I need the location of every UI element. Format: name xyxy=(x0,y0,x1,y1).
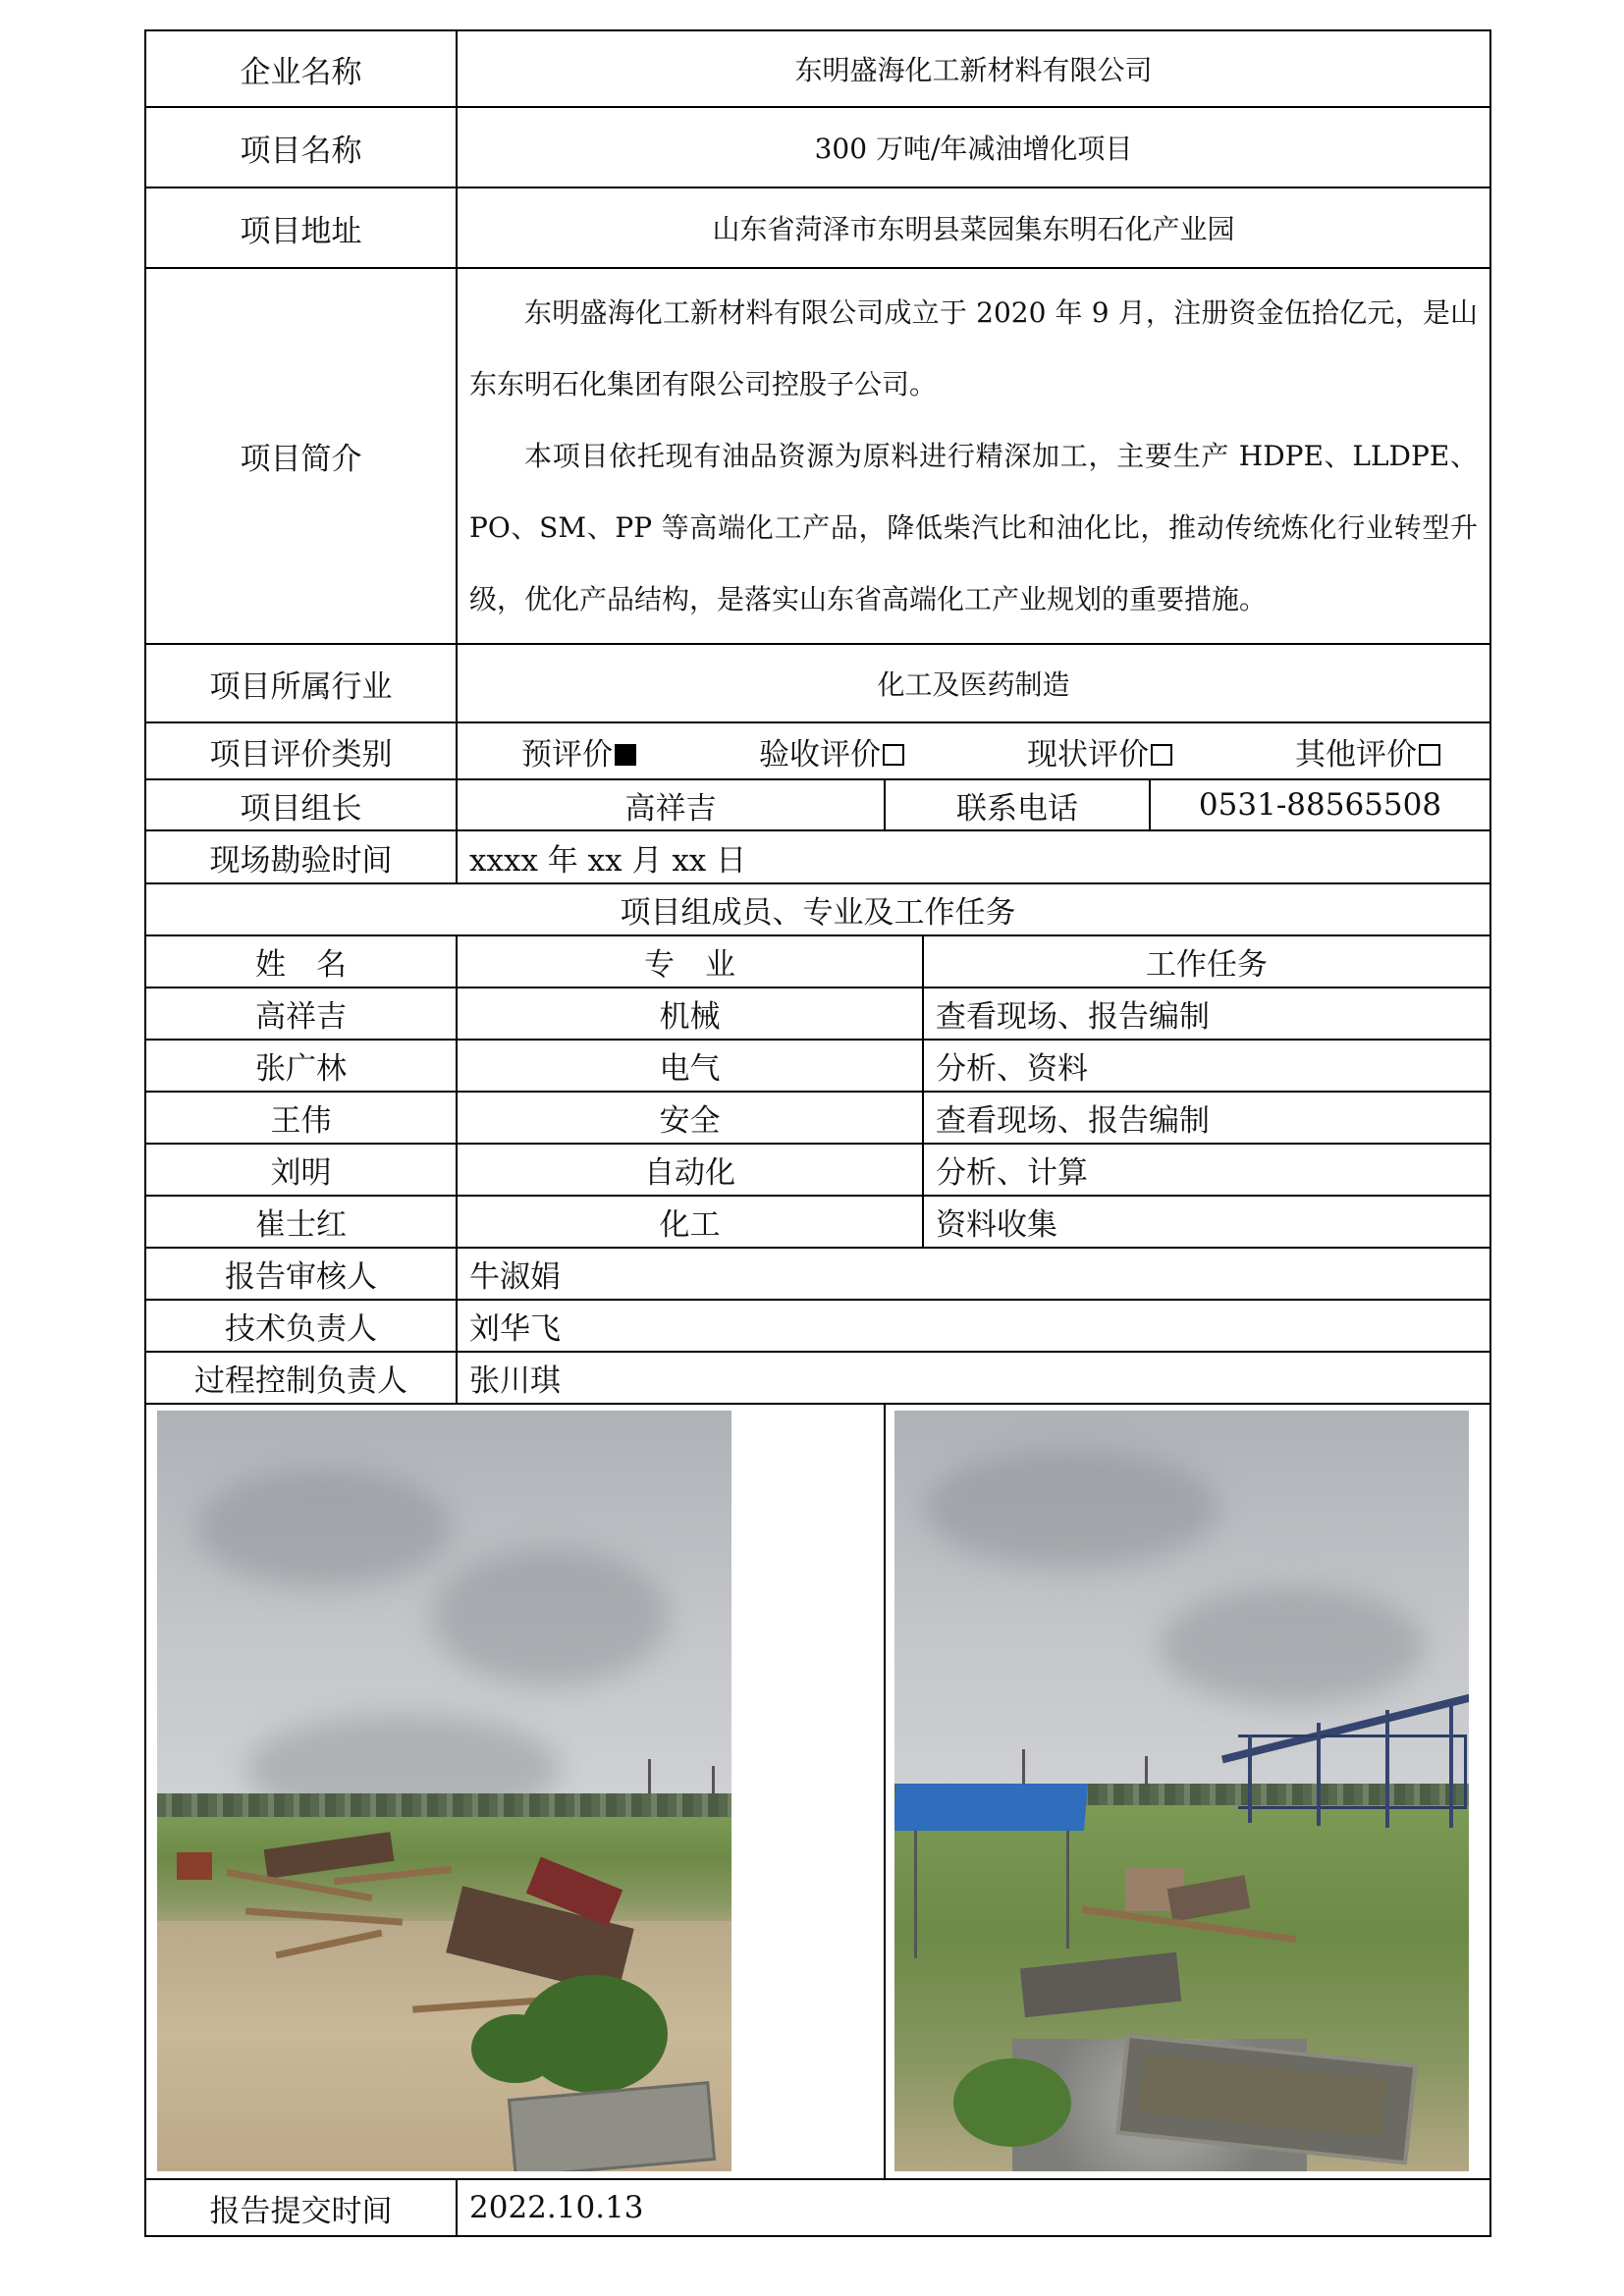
survey-time-value: xxxx 年 xx 月 xx 日 xyxy=(457,830,1490,883)
submit-time-value: 2022.10.13 xyxy=(457,2179,1490,2236)
project-address-value: 山东省菏泽市东明县菜园集东明石化产业园 xyxy=(457,187,1490,268)
reviewer-value: 牛淑娟 xyxy=(457,1248,1490,1300)
process-lead-label: 过程控制负责人 xyxy=(145,1352,457,1404)
member-major: 自动化 xyxy=(457,1144,923,1196)
table-row xyxy=(145,1196,1490,1248)
member-task: 分析、资料 xyxy=(923,1040,1490,1092)
site-photo-cell-right xyxy=(885,1404,1490,2179)
row-company xyxy=(145,30,1490,107)
process-lead-value: 张川琪 xyxy=(457,1352,1490,1404)
intro-paragraph-2: 本项目依托现有油品资源为原料进行精深加工，主要生产 HDPE、LLDPE、PO、SM、PP 等高端化工产品，降低柴汽比和油化比，推动传统炼化行业转型升级，优化产品结构，是落实山东省高端化工产业规划的重要措施。 xyxy=(469,440,1479,615)
checked-box-icon xyxy=(615,744,636,766)
member-task: 查看现场、报告编制 xyxy=(923,988,1490,1040)
eval-category-label: 项目评价类别 xyxy=(145,722,457,779)
eval-option-other[interactable] xyxy=(1295,729,1440,774)
eval-category-options xyxy=(457,722,1490,779)
member-major: 机械 xyxy=(457,988,923,1040)
row-survey-time xyxy=(145,830,1490,883)
member-task: 资料收集 xyxy=(923,1196,1490,1248)
project-intro-text xyxy=(457,268,1490,644)
row-leader xyxy=(145,779,1490,830)
column-header-name: 姓 名 xyxy=(145,935,457,988)
eval-option-status[interactable] xyxy=(1027,729,1172,774)
row-tech-lead xyxy=(145,1300,1490,1352)
project-name-label: 项目名称 xyxy=(145,107,457,187)
member-major: 化工 xyxy=(457,1196,923,1248)
row-project-address xyxy=(145,187,1490,268)
leader-value: 高祥吉 xyxy=(457,779,885,830)
row-project-intro xyxy=(145,268,1490,644)
industry-label: 项目所属行业 xyxy=(145,644,457,722)
intro-paragraph-1: 东明盛海化工新材料有限公司成立于 2020 年 9 月，注册资金伍拾亿元，是山东东明石化集团有限公司控股子公司。 xyxy=(469,296,1479,400)
project-intro-label: 项目简介 xyxy=(145,268,457,644)
tech-lead-label: 技术负责人 xyxy=(145,1300,457,1352)
eval-option-label: 预评价 xyxy=(521,736,613,773)
table-row xyxy=(145,1092,1490,1144)
unchecked-box-icon xyxy=(883,744,904,766)
eval-option-label: 现状评价 xyxy=(1027,736,1149,773)
row-site-photos xyxy=(145,1404,1490,2179)
member-major: 电气 xyxy=(457,1040,923,1092)
member-name: 高祥吉 xyxy=(145,988,457,1040)
member-name: 崔士红 xyxy=(145,1196,457,1248)
project-address-label: 项目地址 xyxy=(145,187,457,268)
site-photo-right xyxy=(894,1411,1469,2171)
row-eval-category xyxy=(145,722,1490,779)
row-reviewer xyxy=(145,1248,1490,1300)
company-label: 企业名称 xyxy=(145,30,457,107)
member-task: 分析、计算 xyxy=(923,1144,1490,1196)
table-row xyxy=(145,1040,1490,1092)
table-row xyxy=(145,1144,1490,1196)
submit-time-label: 报告提交时间 xyxy=(145,2179,457,2236)
leader-label: 项目组长 xyxy=(145,779,457,830)
row-industry xyxy=(145,644,1490,722)
phone-label: 联系电话 xyxy=(885,779,1150,830)
survey-record-table xyxy=(144,29,1491,2237)
team-heading: 项目组成员、专业及工作任务 xyxy=(145,883,1490,935)
site-photo-cell-left xyxy=(145,1404,885,2179)
table-row xyxy=(145,988,1490,1040)
row-submit-time xyxy=(145,2179,1490,2236)
member-major: 安全 xyxy=(457,1092,923,1144)
member-name: 张广林 xyxy=(145,1040,457,1092)
team-header-row xyxy=(145,935,1490,988)
member-task: 查看现场、报告编制 xyxy=(923,1092,1490,1144)
project-name-value: 300 万吨/年减油增化项目 xyxy=(457,107,1490,187)
row-team-heading xyxy=(145,883,1490,935)
column-header-major: 专 业 xyxy=(457,935,923,988)
row-process-lead xyxy=(145,1352,1490,1404)
site-photo-left xyxy=(157,1411,731,2171)
phone-value: 0531-88565508 xyxy=(1150,779,1490,830)
row-project-name xyxy=(145,107,1490,187)
eval-option-acceptance[interactable] xyxy=(759,729,904,774)
survey-time-label: 现场勘验时间 xyxy=(145,830,457,883)
column-header-task: 工作任务 xyxy=(923,935,1490,988)
member-name: 刘明 xyxy=(145,1144,457,1196)
tech-lead-value: 刘华飞 xyxy=(457,1300,1490,1352)
industry-value: 化工及医药制造 xyxy=(457,644,1490,722)
eval-option-label: 验收评价 xyxy=(759,736,881,773)
eval-option-label: 其他评价 xyxy=(1295,736,1417,773)
unchecked-box-icon xyxy=(1151,744,1172,766)
member-name: 王伟 xyxy=(145,1092,457,1144)
unchecked-box-icon xyxy=(1419,744,1440,766)
company-value: 东明盛海化工新材料有限公司 xyxy=(457,30,1490,107)
reviewer-label: 报告审核人 xyxy=(145,1248,457,1300)
eval-option-pre[interactable] xyxy=(521,729,636,774)
